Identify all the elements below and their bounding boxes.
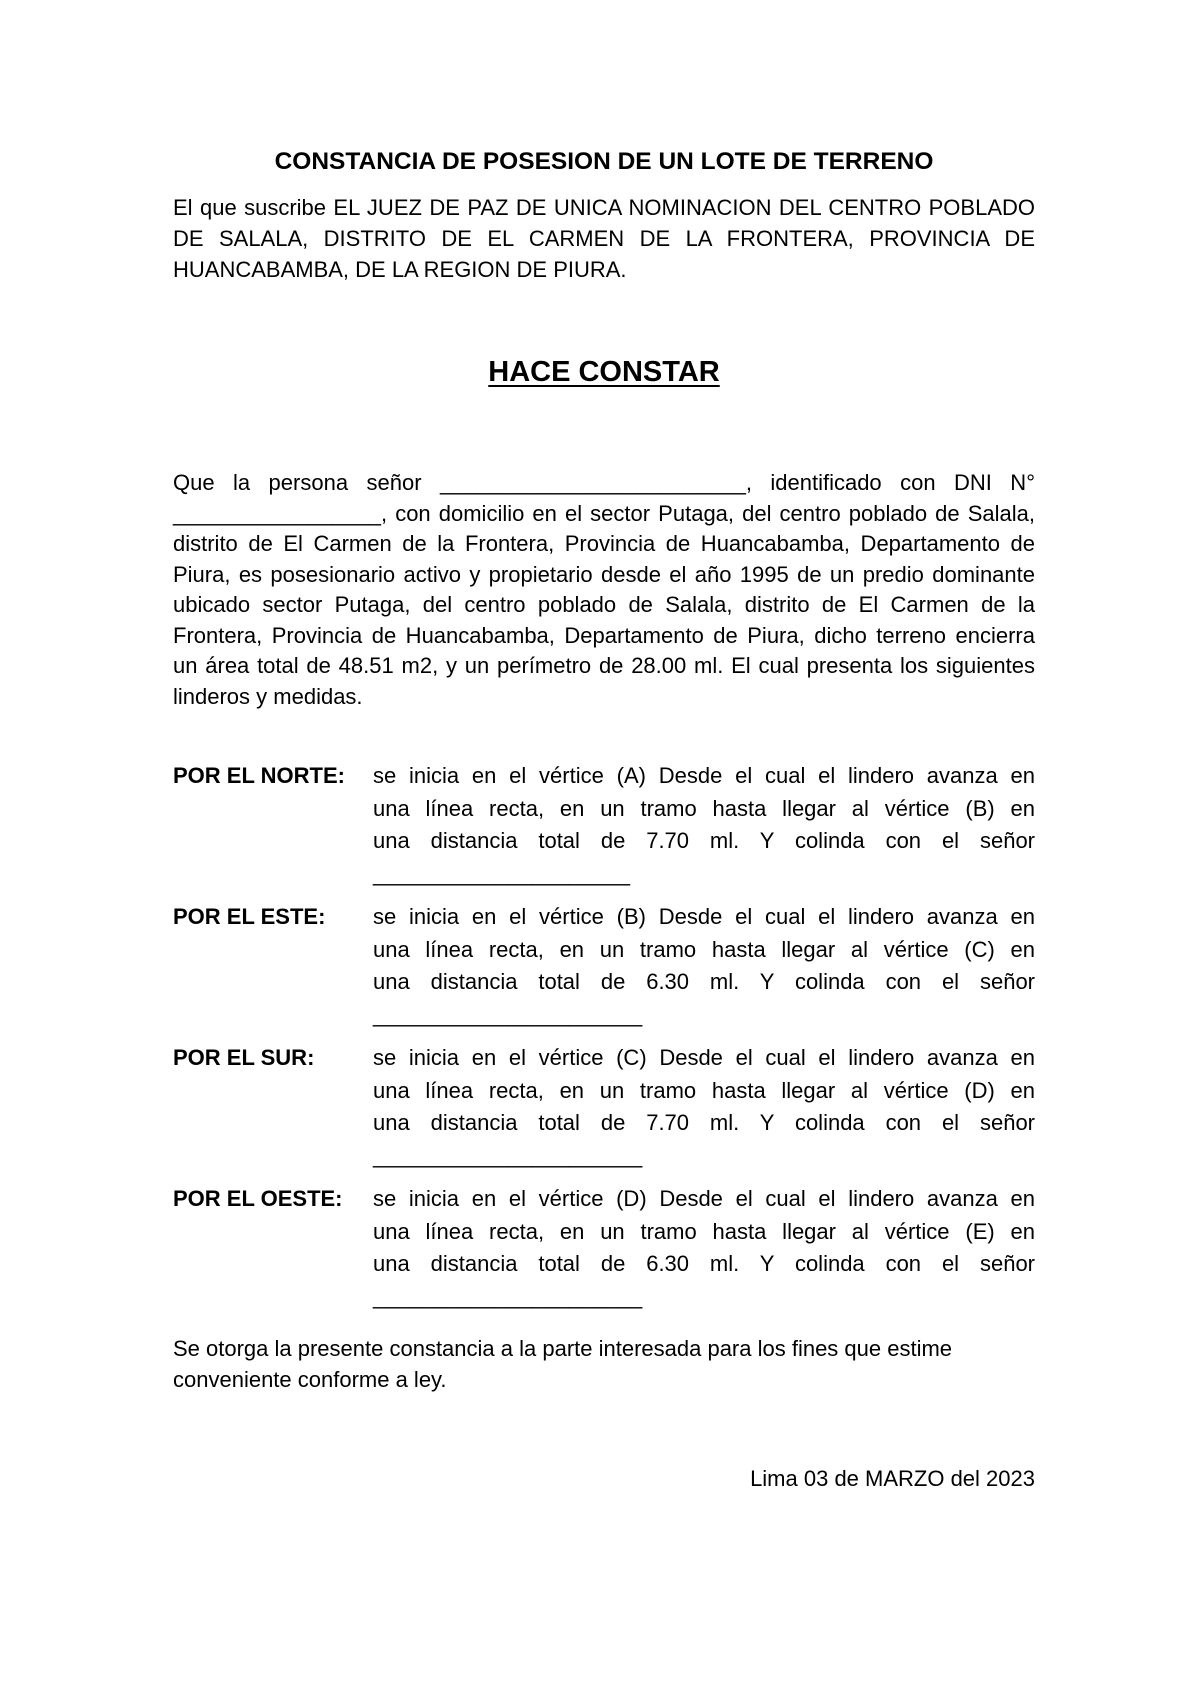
lindero-line: se inicia en el vértice (B) Desde el cual el lindero avanza en — [373, 904, 1035, 929]
lindero-label: POR EL ESTE: — [173, 904, 326, 929]
lindero-label: POR EL OESTE: — [173, 1186, 343, 1211]
lindero-line: se inicia en el vértice (A) Desde el cual el lindero avanza en — [373, 763, 1035, 788]
intro-paragraph: El que suscribe EL JUEZ DE PAZ DE UNICA NOMINACION DEL CENTRO POBLADO DE SALALA, DISTRITO DE EL CARMEN DE LA FRONTERA, PROVINCIA DE HUANCABAMBA, DE LA REGION DE PIURA. — [173, 195, 1035, 282]
lindero-blank-line: ______________________ — [373, 1142, 643, 1168]
lindero-blank-line: _____________________ — [373, 860, 630, 886]
lindero-description — [373, 901, 1035, 1031]
lindero-label: POR EL NORTE: — [173, 763, 345, 788]
lindero-oeste — [173, 1183, 1035, 1313]
document-title: CONSTANCIA DE POSESION DE UN LOTE DE TERRENO — [274, 148, 934, 175]
lindero-description — [373, 1183, 1035, 1313]
body-paragraph: Que la persona señor _________________________, identificado con DNI N° _________________, con domicilio en el sector Putaga, del centro poblado de Salala, distrito de El Carmen de la Frontera, Provincia de Huancabamba, Departamento de Piura, es posesionario activo y propietario desde el año 1995 de un predio dominante ubicado sector Putaga, del centro poblado de Salala, distrito de El Carmen de la Frontera, Provincia de Huancabamba, Departamento de Piura, dicho terreno encierra un área total de 48.51 m2, y un perímetro de 28.00 ml. El cual presenta los siguientes linderos y medidas. — [173, 470, 1035, 709]
closing-paragraph: Se otorga la presente constancia a la parte interesada para los fines que estime conveniente conforme a ley. — [173, 1336, 953, 1392]
date-line: Lima 03 de MARZO del 2023 — [750, 1466, 1035, 1491]
lindero-line: se inicia en el vértice (D) Desde el cual el lindero avanza en — [373, 1186, 1035, 1211]
lindero-line: una distancia total de 6.30 ml. Y colinda con el señor — [373, 969, 1035, 994]
section-heading: HACE CONSTAR — [488, 356, 720, 388]
lindero-line: se inicia en el vértice (C) Desde el cual el lindero avanza en — [373, 1045, 1035, 1070]
lindero-description — [373, 1042, 1035, 1172]
lindero-line: una línea recta, en un tramo hasta llegar al vértice (C) en — [373, 936, 1035, 962]
lindero-blank-line: ______________________ — [373, 1283, 643, 1309]
lindero-blank-line: ______________________ — [373, 1001, 643, 1027]
lindero-este — [173, 901, 1035, 1031]
lindero-line: una distancia total de 6.30 ml. Y colinda con el señor — [373, 1251, 1035, 1276]
lindero-line: una distancia total de 7.70 ml. Y colinda con el señor — [373, 1110, 1035, 1135]
lindero-label: POR EL SUR: — [173, 1045, 315, 1070]
lindero-norte — [173, 760, 1035, 890]
lindero-line: una línea recta, en un tramo hasta llegar al vértice (D) en — [373, 1077, 1035, 1103]
linderos-list — [173, 760, 1035, 1313]
document-page — [173, 140, 1035, 1494]
lindero-sur — [173, 1042, 1035, 1172]
lindero-line: una línea recta, en un tramo hasta llegar al vértice (B) en — [373, 795, 1035, 821]
lindero-line: una distancia total de 7.70 ml. Y colinda con el señor — [373, 828, 1035, 853]
lindero-line: una línea recta, en un tramo hasta llegar al vértice (E) en — [373, 1218, 1035, 1244]
lindero-description — [373, 760, 1035, 890]
